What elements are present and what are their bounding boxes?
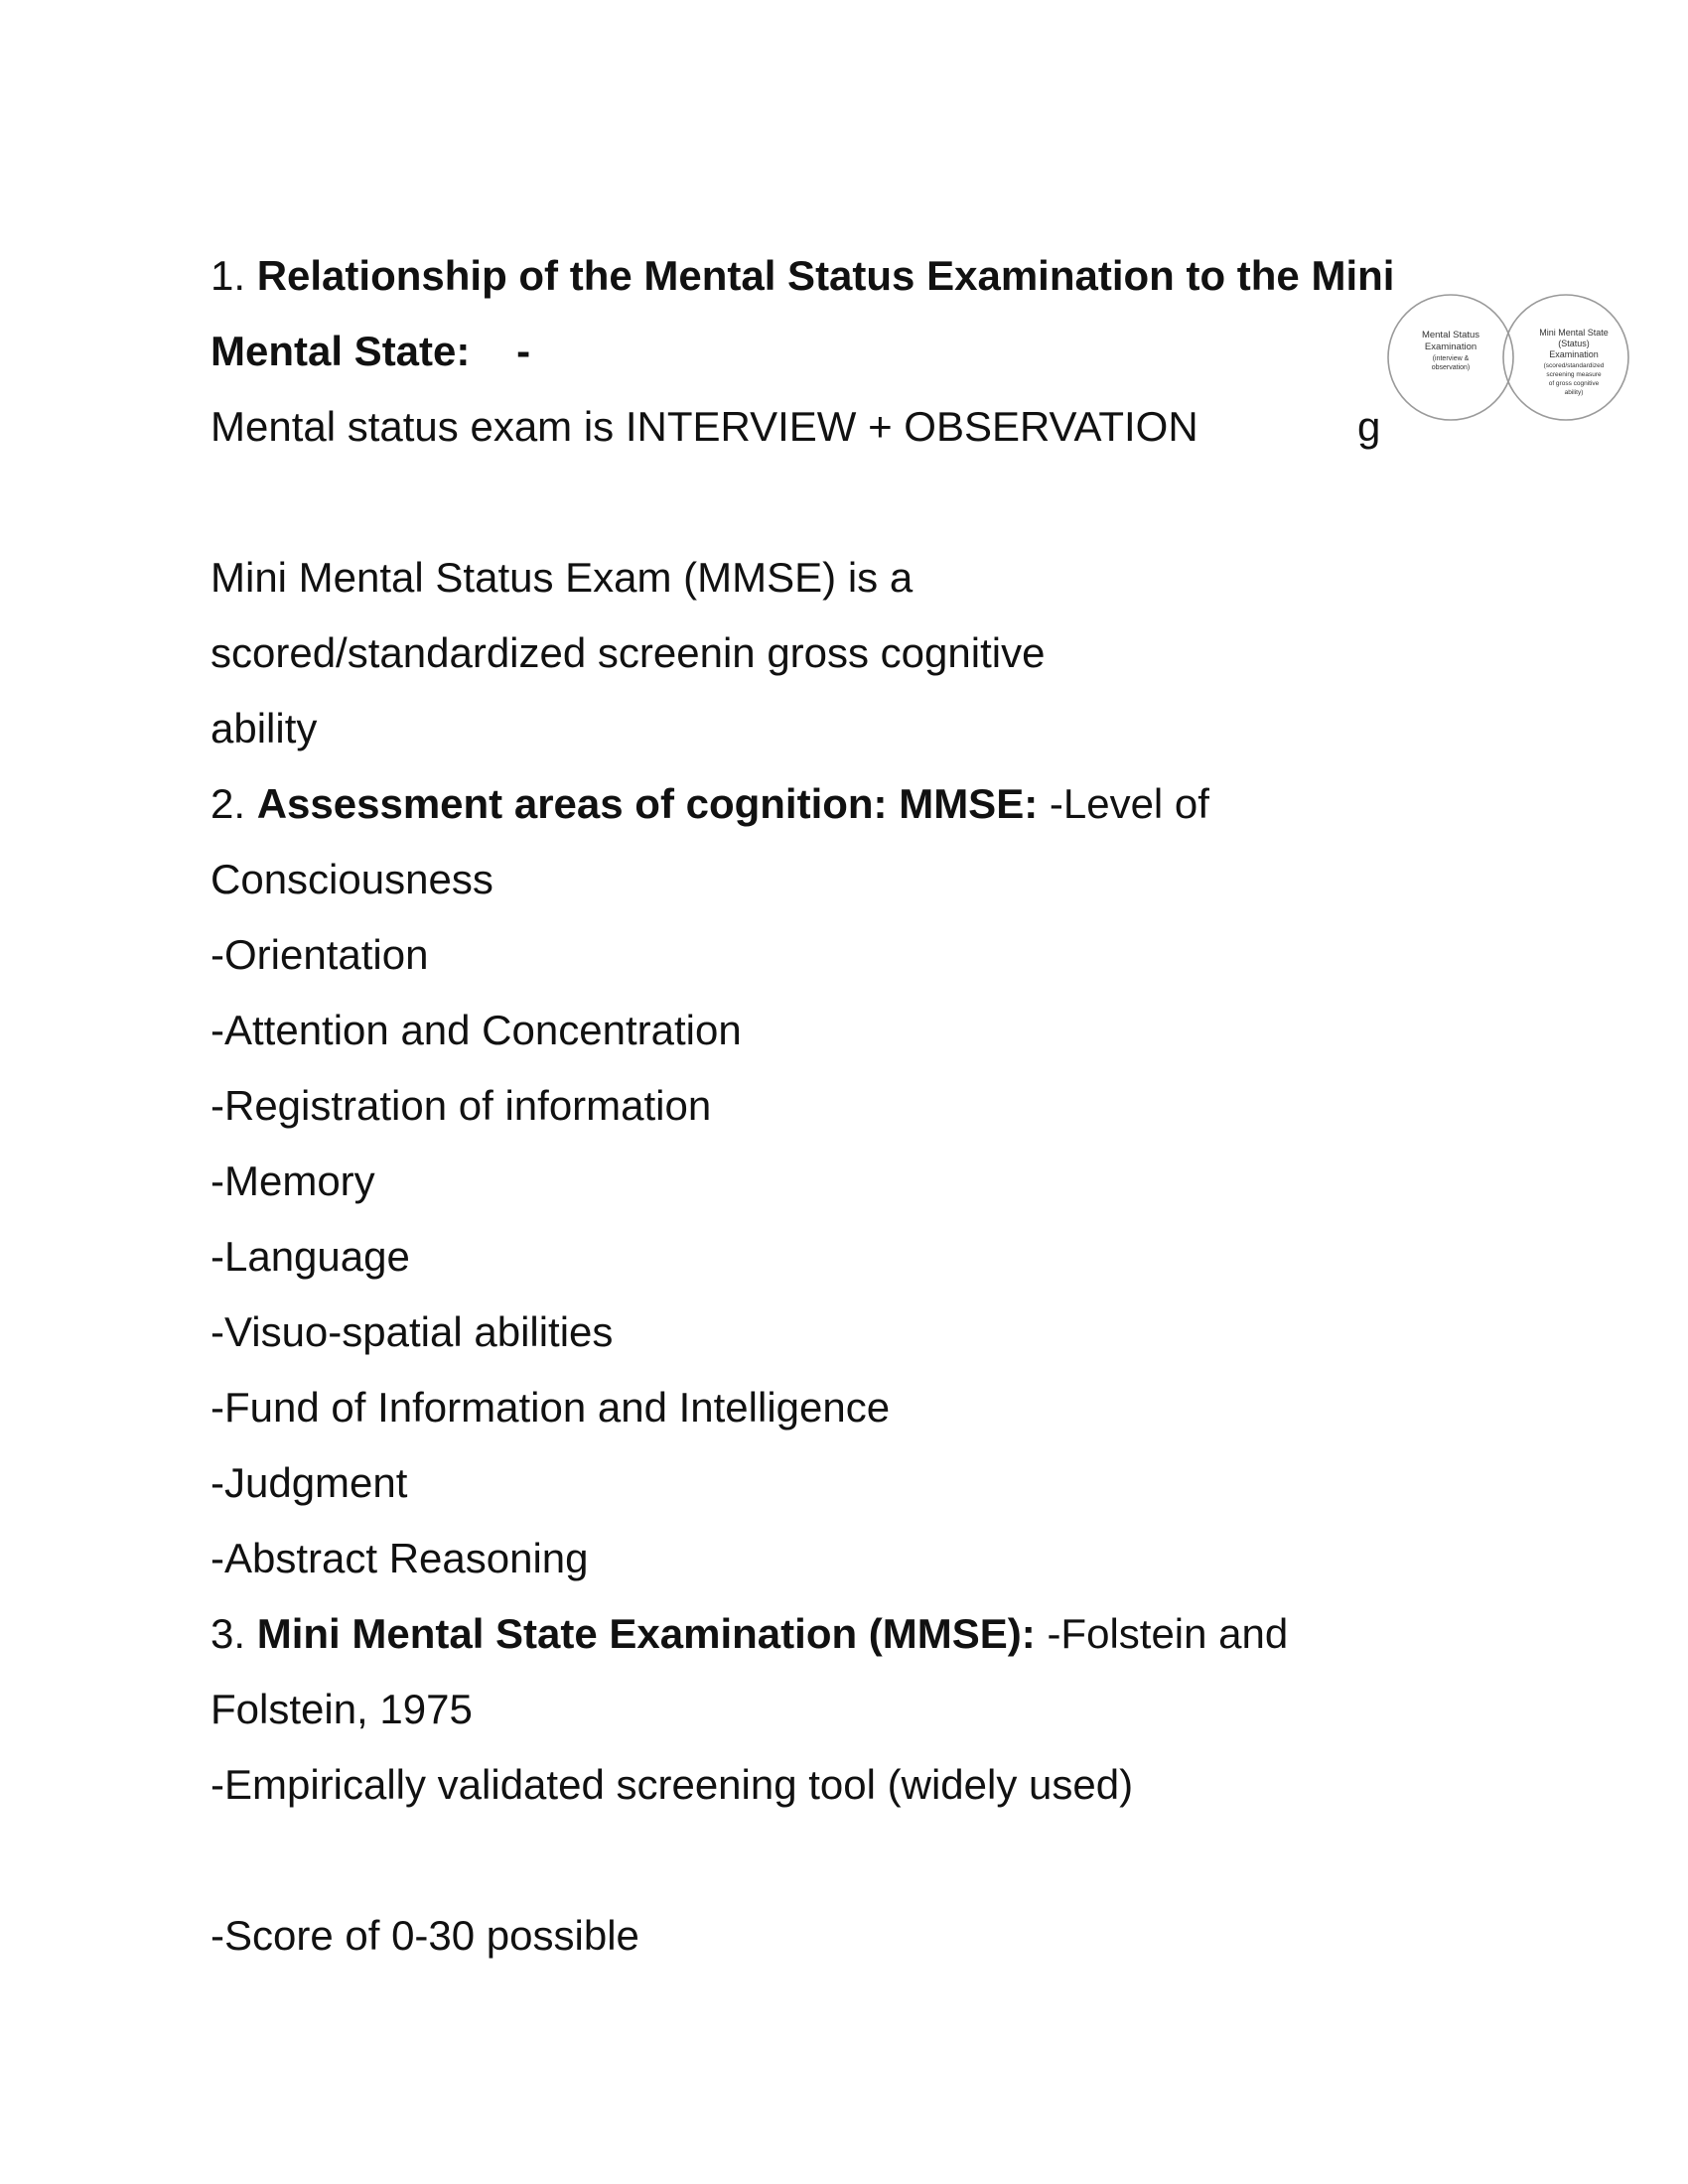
- venn-right-note: ability): [1564, 389, 1584, 396]
- section1-heading-dash: -: [516, 328, 531, 374]
- section1-heading: Relationship of the Mental Status Examination to the Mini: [256, 252, 1395, 299]
- venn-left-note: (interview &: [1432, 355, 1470, 362]
- list-item: -Attention and Concentration: [211, 1007, 742, 1053]
- list-item: -Memory: [211, 1158, 375, 1204]
- list-item: -Language: [211, 1233, 410, 1280]
- spacer: [211, 465, 1462, 540]
- section1-mmse-line: scored/standardized screenin gross cognitive: [211, 629, 1046, 676]
- document-body: [211, 238, 1462, 1974]
- list-item: -Visuo-spatial abilities: [211, 1308, 614, 1355]
- list-item: -Score of 0-30 possible: [211, 1912, 639, 1959]
- section1-heading-cont: Mental State:: [211, 328, 471, 374]
- list-item: -Empirically validated screening tool (widely used): [211, 1761, 1134, 1808]
- section2-heading-line: [211, 766, 1462, 842]
- list-item: -Abstract Reasoning: [211, 1535, 589, 1581]
- section1-clipped-glyph: g: [1357, 403, 1381, 450]
- venn-left-title: Mental Status: [1421, 330, 1480, 341]
- section1-interview-line: [211, 389, 1462, 465]
- section3-heading-tail: -Folstein and: [1047, 1610, 1289, 1657]
- section1-number: 1.: [211, 252, 246, 299]
- section1-interview-text: Mental status exam is INTERVIEW + OBSERVATION: [211, 403, 1198, 450]
- venn-svg: [1385, 288, 1633, 427]
- section3-heading-line: [211, 1596, 1462, 1672]
- venn-right-note: (scored/standardized: [1543, 362, 1605, 369]
- venn-right-title3: Examination: [1549, 349, 1599, 359]
- section3-heading: Mini Mental State Examination (MMSE):: [256, 1610, 1036, 1657]
- venn-right-title: Mini Mental State: [1539, 328, 1609, 338]
- venn-right-note: screening measure: [1546, 371, 1602, 378]
- section1-heading-line2: [211, 314, 1462, 389]
- section1-heading-line1: [211, 238, 1462, 314]
- section2-heading-tail: -Level of: [1049, 780, 1209, 827]
- section1-mmse-line: ability: [211, 705, 318, 751]
- section2-continuation: Consciousness: [211, 856, 493, 902]
- list-item: -Registration of information: [211, 1082, 712, 1129]
- venn-right-note: of gross cognitive: [1548, 380, 1600, 387]
- list-item: -Judgment: [211, 1459, 408, 1506]
- venn-diagram: [1385, 288, 1633, 427]
- section3-continuation: Folstein, 1975: [211, 1686, 473, 1732]
- section1-mmse-line: Mini Mental Status Exam (MMSE) is a: [211, 554, 914, 601]
- section2-number: 2.: [211, 780, 246, 827]
- venn-left-title2: Examination: [1424, 341, 1477, 352]
- list-item: -Fund of Information and Intelligence: [211, 1384, 891, 1431]
- section2-heading: Assessment areas of cognition: MMSE:: [256, 780, 1039, 827]
- venn-right-title2: (Status): [1558, 339, 1590, 348]
- list-item: -Orientation: [211, 931, 429, 978]
- venn-left-note: observation): [1431, 364, 1471, 371]
- section3-number: 3.: [211, 1610, 246, 1657]
- spacer: [211, 1823, 1462, 1898]
